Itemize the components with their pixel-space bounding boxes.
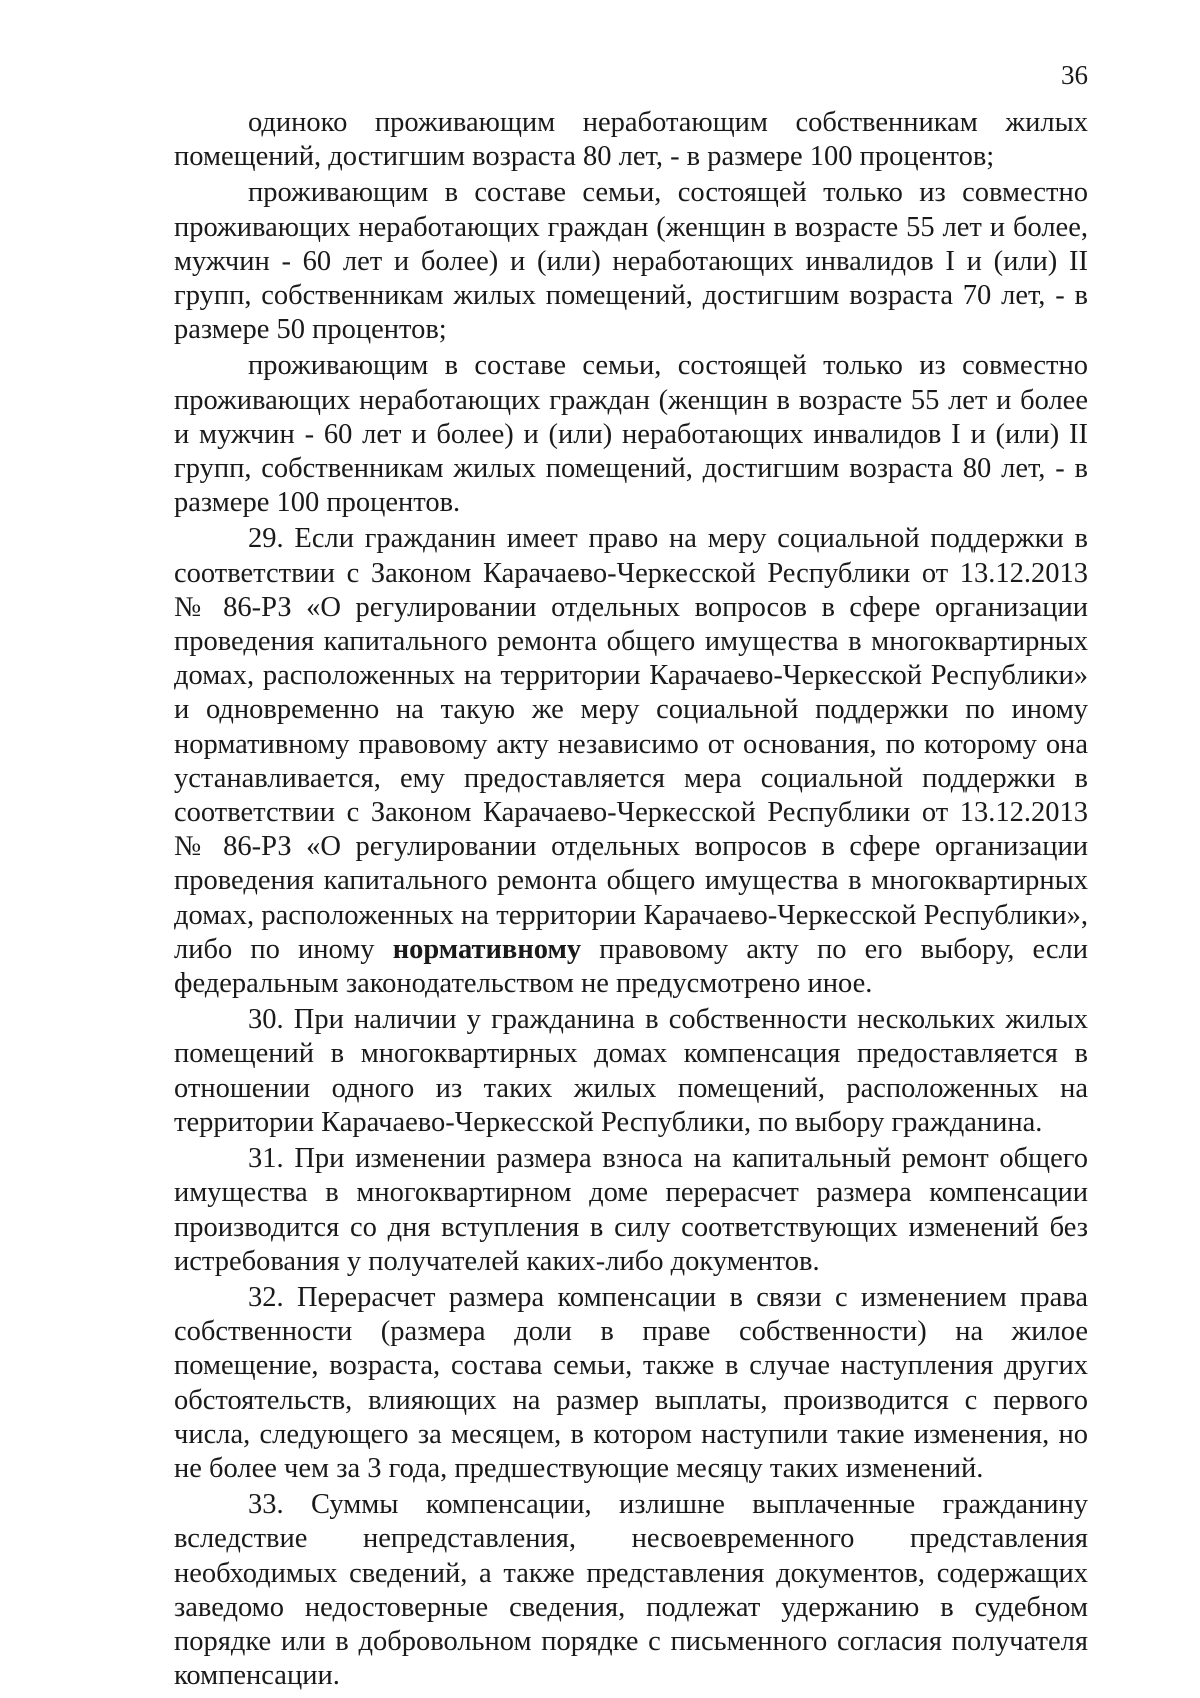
- paragraph-family-70: проживающим в составе семьи, состоящей только из совместно проживающих неработающих граждан (женщин в возрасте 55 лет и более, мужчин - 60 лет и более) и (или) неработающих инвалидов I и (или) II групп, собственникам жилых помещений, достигшим возраста 70 лет, - в размере 50 процентов;: [174, 177, 1088, 346]
- paragraph-29-main: 29. Если гражданин имеет право на меру социальной поддержки в соответствии с Законом Карачаево-Черкесской Республики от 13.12.2013 № 86-РЗ «О регулировании отдельных вопросов в сфере организации проведения капитального ремонта общего имущества в многоквартирных домах, расположенных на территории Карачаево-Черкесской Республики» и одновременно на такую же меру социальной поддержки по иному нормативному правовому акту независимо от основания, по которому она устанавливается, ему предоставляется мера социальной поддержки в соответствии с Законом Карачаево-Черкесской Республики от 13.12.2013 № 86-РЗ «О регулировании отдельных вопросов в сфере организации проведения капитального ремонта общего имущества в многоквартирных домах, расположенных на территории Карачаево-Черкесской Республики», либо по иному: [174, 523, 1088, 965]
- paragraph-33: 33. Суммы компенсации, излишне выплаченные гражданину вследствие непредставления, несвоевременного представления необходимых сведений, а также представления документов, содержащих заведомо недостоверные сведения, подлежат удержанию в судебном порядке или в добровольном порядке с письменного согласия получателя компенсации.: [174, 1489, 1088, 1692]
- document-body: [174, 106, 1088, 1693]
- paragraph-29-bold-word: нормативному: [392, 933, 582, 965]
- paragraph-29: [174, 522, 1088, 1001]
- paragraph-31: 31. При изменении размера взноса на капитальный ремонт общего имущества в многоквартирном доме перерасчет размера компенсации производится со дня вступления в силу соответствующих изменений без истребования у получателей каких-либо документов.: [174, 1143, 1088, 1277]
- paragraph-29-tail: правовому акту по его выбору, если федеральным законодательством не предусмотрено иное.: [174, 933, 1089, 1000]
- paragraph-family-80: проживающим в составе семьи, состоящей только из совместно проживающих неработающих граждан (женщин в возрасте 55 лет и более и мужчин - 60 лет и более) и (или) неработающих инвалидов I и (или) II групп, собственникам жилых помещений, достигшим возраста 80 лет, - в размере 100 процентов.: [174, 350, 1088, 519]
- paragraph-elderly-single-80: одиноко проживающим неработающим собственникам жилых помещений, достигшим возраста 80 лет, - в размере 100 процентов;: [174, 107, 1088, 173]
- paragraph-30: 30. При наличии у гражданина в собственности нескольких жилых помещений в многоквартирных домах компенсация предоставляется в отношении одного из таких жилых помещений, расположенных на территории Карачаево-Черкесской Республики, по выбору гражданина.: [174, 1004, 1088, 1138]
- page-number: 36: [1061, 60, 1088, 90]
- paragraph-32: 32. Перерасчет размера компенсации в связи с изменением права собственности (размера доли в праве собственности) на жилое помещение, возраста, состава семьи, также в случае наступления других обстоятельств, влияющих на размер выплаты, производится с первого числа, следующего за месяцем, в котором наступили такие изменения, но не более чем за 3 года, предшествующие месяцу таких изменений.: [174, 1281, 1088, 1484]
